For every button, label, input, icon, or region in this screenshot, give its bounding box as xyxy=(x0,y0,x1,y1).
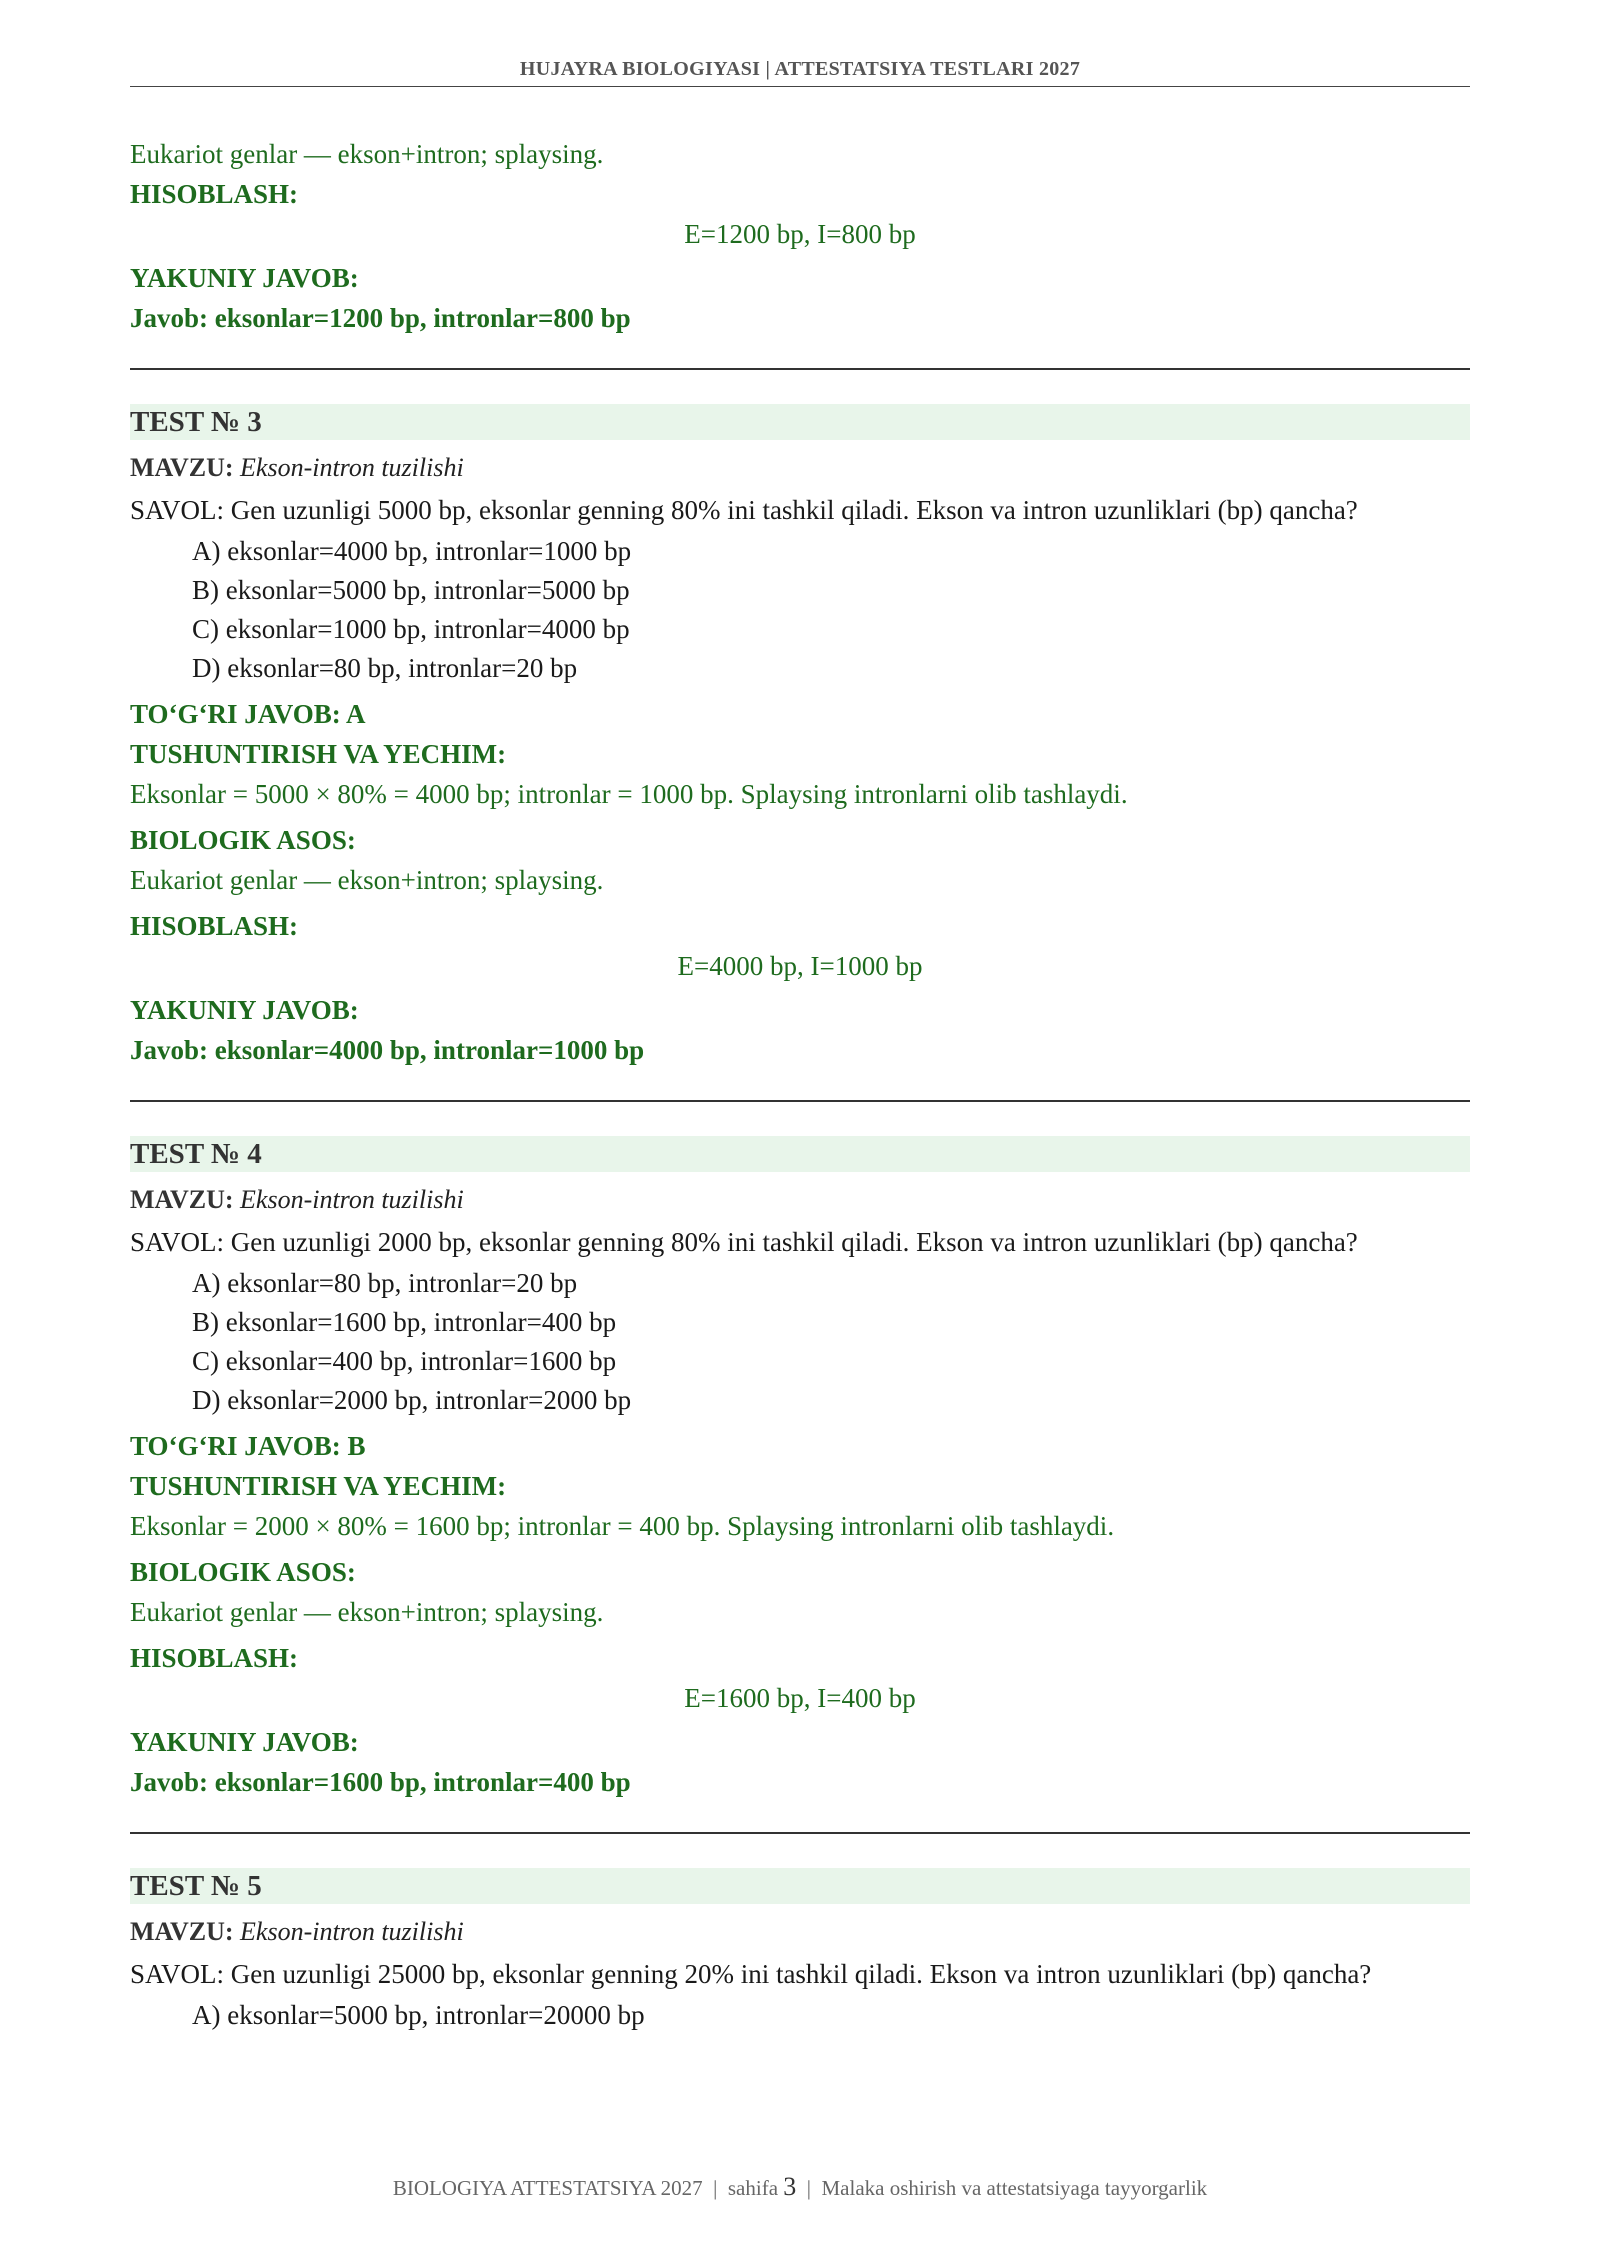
topic-label: MAVZU: xyxy=(130,453,234,482)
calc-formula: E=4000 bp, I=1000 bp xyxy=(677,951,923,981)
header-rule xyxy=(130,86,1470,87)
final-answer: Javob: eksonlar=1200 bp, intronlar=800 bp xyxy=(130,303,631,333)
page-content xyxy=(130,134,1470,2035)
test-block-5 xyxy=(130,1868,1470,2035)
explanation-text: Eksonlar = 2000 × 80% = 1600 bp; intronlar = 400 bp. Splaysing intronlarni olib tashlaydi. xyxy=(130,1511,1115,1541)
option-item: C) eksonlar=1000 bp, intronlar=4000 bp xyxy=(192,614,630,644)
footer-separator: | xyxy=(713,2176,718,2200)
topic-value: Ekson-intron tuzilishi xyxy=(240,453,464,482)
options-list xyxy=(192,1264,1470,1420)
page-footer xyxy=(130,2172,1470,2202)
topic-value: Ekson-intron tuzilishi xyxy=(240,1185,464,1214)
test-block-4 xyxy=(130,1136,1470,1802)
question-text: SAVOL: Gen uzunligi 25000 bp, eksonlar genning 20% ini tashkil qiladi. Ekson va intron uzunliklari (bp) qancha? xyxy=(130,1959,1372,1989)
topic-line xyxy=(130,1912,1470,1952)
basis-text: Eukariot genlar — ekson+intron; splaysing. xyxy=(130,139,604,169)
final-answer: Javob: eksonlar=1600 bp, intronlar=400 bp xyxy=(130,1767,631,1797)
final-label: YAKUNIY JAVOB: xyxy=(130,995,359,1025)
section-divider xyxy=(130,368,1470,370)
calc-label: HISOBLASH: xyxy=(130,179,299,209)
explanation-label: TUSHUNTIRISH VA YECHIM: xyxy=(130,739,507,769)
final-label: YAKUNIY JAVOB: xyxy=(130,263,359,293)
topic-line xyxy=(130,1180,1470,1220)
calc-formula: E=1200 bp, I=800 bp xyxy=(684,219,916,249)
option-item: A) eksonlar=4000 bp, intronlar=1000 bp xyxy=(192,536,632,566)
topic-label: MAVZU: xyxy=(130,1917,234,1946)
question-text: SAVOL: Gen uzunligi 5000 bp, eksonlar genning 80% ini tashkil qiladi. Ekson va intron uzunliklari (bp) qancha? xyxy=(130,495,1358,525)
option-item: A) eksonlar=5000 bp, intronlar=20000 bp xyxy=(192,2000,645,2030)
option-item: C) eksonlar=400 bp, intronlar=1600 bp xyxy=(192,1346,617,1376)
correct-answer: TO‘G‘RI JAVOB: B xyxy=(130,1431,366,1461)
topic-label: MAVZU: xyxy=(130,1185,234,1214)
topic-line xyxy=(130,448,1470,488)
footer-separator: | xyxy=(806,2176,811,2200)
test-title: TEST № 5 xyxy=(130,1868,1470,1904)
footer-page-label: sahifa xyxy=(727,2176,779,2200)
section-divider xyxy=(130,1100,1470,1102)
calc-label: HISOBLASH: xyxy=(130,1643,299,1673)
final-label: YAKUNIY JAVOB: xyxy=(130,1727,359,1757)
running-header: HUJAYRA BIOLOGIYASI | ATTESTATSIYA TESTLARI 2027 xyxy=(519,58,1081,80)
option-item: B) eksonlar=5000 bp, intronlar=5000 bp xyxy=(192,575,630,605)
option-item: D) eksonlar=2000 bp, intronlar=2000 bp xyxy=(192,1385,632,1415)
test-title: TEST № 3 xyxy=(130,404,1470,440)
option-item: D) eksonlar=80 bp, intronlar=20 bp xyxy=(192,653,578,683)
basis-text: Eukariot genlar — ekson+intron; splaysing. xyxy=(130,1597,604,1627)
basis-label: BIOLOGIK ASOS: xyxy=(130,825,356,855)
option-item: B) eksonlar=1600 bp, intronlar=400 bp xyxy=(192,1307,617,1337)
question-text: SAVOL: Gen uzunligi 2000 bp, eksonlar genning 80% ini tashkil qiladi. Ekson va intron uzunliklari (bp) qancha? xyxy=(130,1227,1358,1257)
explanation-text: Eksonlar = 5000 × 80% = 4000 bp; intronlar = 1000 bp. Splaysing intronlarni olib tashlaydi. xyxy=(130,779,1128,809)
correct-answer: TO‘G‘RI JAVOB: A xyxy=(130,699,366,729)
final-answer: Javob: eksonlar=4000 bp, intronlar=1000 bp xyxy=(130,1035,645,1065)
footer-right: Malaka oshirish va attestatsiyaga tayyorgarlik xyxy=(821,2176,1208,2200)
section-divider xyxy=(130,1832,1470,1834)
calc-formula: E=1600 bp, I=400 bp xyxy=(684,1683,916,1713)
basis-text: Eukariot genlar — ekson+intron; splaysing. xyxy=(130,865,604,895)
footer-left: BIOLOGIYA ATTESTATSIYA 2027 xyxy=(392,2176,703,2200)
test-block-3 xyxy=(130,404,1470,1070)
basis-label: BIOLOGIK ASOS: xyxy=(130,1557,356,1587)
options-list xyxy=(192,1996,1470,2035)
page-number: 3 xyxy=(783,2172,797,2201)
topic-value: Ekson-intron tuzilishi xyxy=(240,1917,464,1946)
options-list xyxy=(192,532,1470,688)
calc-label: HISOBLASH: xyxy=(130,911,299,941)
explanation-label: TUSHUNTIRISH VA YECHIM: xyxy=(130,1471,507,1501)
test-title: TEST № 4 xyxy=(130,1136,1470,1172)
option-item: A) eksonlar=80 bp, intronlar=20 bp xyxy=(192,1268,578,1298)
